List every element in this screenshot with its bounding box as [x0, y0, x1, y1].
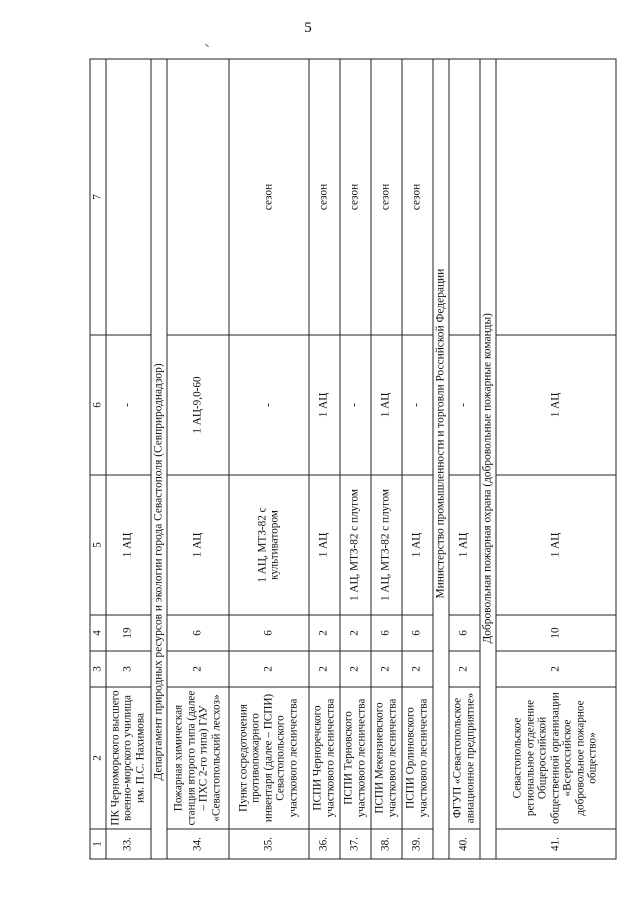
- cell-col6: 1 АЦ-9,0-60: [167, 335, 229, 475]
- table-row: [309, 59, 340, 859]
- rotated-table-container: [90, 60, 599, 860]
- cell-col3: 3: [106, 651, 151, 687]
- row-number: 33.: [106, 829, 151, 859]
- table-row: [449, 59, 480, 859]
- cell-col7: сезон: [402, 59, 433, 335]
- cell-col4: 6: [402, 615, 433, 651]
- column-header: 3: [90, 651, 106, 687]
- unit-name: ПСПИ Черноречского участкового лесничества: [309, 687, 340, 829]
- row-number: 40.: [449, 829, 480, 859]
- cell-col4: 2: [309, 615, 340, 651]
- section-row: [433, 59, 449, 859]
- cell-col3: 2: [309, 651, 340, 687]
- cell-col7: сезон: [309, 59, 340, 335]
- row-number: 38.: [371, 829, 402, 859]
- cell-col6: -: [402, 335, 433, 475]
- cell-col5: 1 АЦ: [449, 475, 480, 615]
- column-header: 4: [90, 615, 106, 651]
- cell-col4: 6: [167, 615, 229, 651]
- cell-col7: [449, 59, 480, 335]
- cell-col5: 1 АЦ: [106, 475, 151, 615]
- section-row: [151, 59, 167, 859]
- row-number: 34.: [167, 829, 229, 859]
- cell-col7: сезон: [229, 59, 309, 335]
- cell-col7: [106, 59, 151, 335]
- cell-col3: 2: [340, 651, 371, 687]
- unit-name: Севастопольское региональное отделение Общероссийской общественной организации «Всероссийское добровольное пожарное общество»: [496, 687, 616, 829]
- cell-col7: [167, 59, 229, 335]
- table-row: [496, 59, 616, 859]
- cell-col7: [496, 59, 616, 335]
- table-row: [106, 59, 151, 859]
- column-number-row: [90, 59, 106, 859]
- section-title: Департамент природных ресурсов и экологии города Севастополя (Севприроднадзор): [151, 59, 167, 859]
- cell-col4: 2: [340, 615, 371, 651]
- cell-col4: 6: [449, 615, 480, 651]
- row-number: 35.: [229, 829, 309, 859]
- cell-col5: 1 АЦ, МТЗ-82 с плугом: [371, 475, 402, 615]
- cell-col4: 10: [496, 615, 616, 651]
- unit-name: Пожарная химическая станция второго типа (далее – ПХС 2-го типа) ГАУ «Севастопольский лесхоз»: [167, 687, 229, 829]
- row-number: 36.: [309, 829, 340, 859]
- cell-col6: 1 АЦ: [309, 335, 340, 475]
- cell-col5: 1 АЦ: [309, 475, 340, 615]
- unit-name: ФГУП «Севастопольское авиационное предприятие»: [449, 687, 480, 829]
- cell-col4: 6: [371, 615, 402, 651]
- cell-col6: -: [106, 335, 151, 475]
- page-number: 5: [304, 20, 312, 36]
- row-number: 41.: [496, 829, 616, 859]
- cell-col7: сезон: [371, 59, 402, 335]
- cell-col3: 2: [167, 651, 229, 687]
- unit-name: Пункт сосредоточения противопожарного инвентаря (далее – ПСПИ) Севастопольского участкового лесничества: [229, 687, 309, 829]
- column-header: 6: [90, 335, 106, 475]
- cell-col5: 1 АЦ, МТЗ-82 с плугом: [340, 475, 371, 615]
- unit-name: ПСПИ Терновского участкового лесничества: [340, 687, 371, 829]
- scan-mark: [205, 44, 209, 47]
- cell-col3: 2: [496, 651, 616, 687]
- cell-col4: 6: [229, 615, 309, 651]
- table-row: [371, 59, 402, 859]
- cell-col6: 1 АЦ: [496, 335, 616, 475]
- column-header: 1: [90, 829, 106, 859]
- row-number: 39.: [402, 829, 433, 859]
- table-row: [167, 59, 229, 859]
- cell-col4: 19: [106, 615, 151, 651]
- unit-name: ПСПИ Мекензиевского участкового лесничества: [371, 687, 402, 829]
- unit-name: ПК Черноморского высшего военно-морского училища им. П.С. Нахимова: [106, 687, 151, 829]
- cell-col3: 2: [371, 651, 402, 687]
- fire-units-table: [90, 59, 617, 860]
- cell-col6: -: [340, 335, 371, 475]
- cell-col6: -: [229, 335, 309, 475]
- cell-col6: 1 АЦ: [371, 335, 402, 475]
- cell-col5: 1 АЦ, МТЗ-82 с культиватором: [229, 475, 309, 615]
- cell-col3: 2: [229, 651, 309, 687]
- table-row: [402, 59, 433, 859]
- unit-name: ПСПИ Орлиновского участкового лесничества: [402, 687, 433, 829]
- row-number: 37.: [340, 829, 371, 859]
- cell-col6: -: [449, 335, 480, 475]
- cell-col3: 2: [402, 651, 433, 687]
- section-title: Добровольная пожарная охрана (добровольные пожарные команды): [480, 59, 496, 859]
- section-row: [480, 59, 496, 859]
- table-row: [340, 59, 371, 859]
- cell-col3: 2: [449, 651, 480, 687]
- cell-col5: 1 АЦ: [167, 475, 229, 615]
- cell-col5: 1 АЦ: [496, 475, 616, 615]
- column-header: 5: [90, 475, 106, 615]
- column-header: 2: [90, 687, 106, 829]
- cell-col5: 1 АЦ: [402, 475, 433, 615]
- section-title: Министерство промышленности и торговли Российской Федерации: [433, 59, 449, 859]
- column-header: 7: [90, 59, 106, 335]
- table-row: [229, 59, 309, 859]
- cell-col7: сезон: [340, 59, 371, 335]
